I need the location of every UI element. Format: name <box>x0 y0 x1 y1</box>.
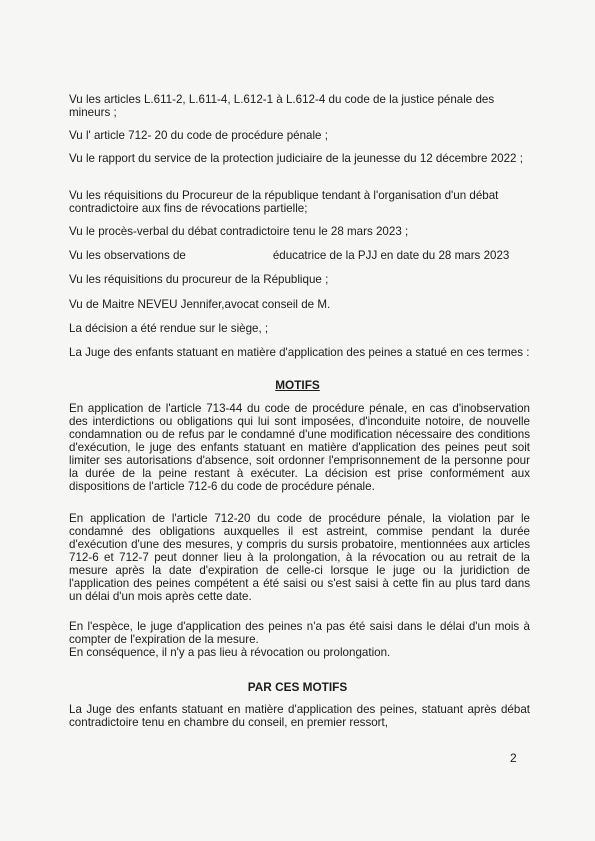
visa-requisitions-procureur: Vu les réquisitions du Procureur de la république tendant à l'organisation d'un débat contradictoire aux fins de révocations partielle; <box>69 189 499 215</box>
juge-a-statue: La Juge des enfants statuant en matière d'application des peines a statué en ces termes : <box>69 346 530 359</box>
page-number: 2 <box>510 751 517 765</box>
motifs-paragraph-712-20: En application de l'article 712-20 du code de procédure pénale, la violation par le condamné des obligations auxquelles il est astreint, commise pendant la durée d'exécution d'une des mesures, y compris du sursis probatoire, mentionnées aux articles 712-6 et 712-7 peut donner lieu à la prolongation, à la révocation ou au retrait de la mesure après la date d'expiration de celle-ci lorsque le juge ou la juridiction de l'application des peines compétent a été saisi ou s'est saisi à cette fin au plus tard dans un délai d'un mois après cette date. <box>69 512 530 603</box>
motifs-heading: MOTIFS <box>275 378 320 392</box>
visa-observations-educatrice: Vu les observations de éducatrice de la PJJ en date du 28 mars 2023 <box>69 249 510 262</box>
motifs-paragraph-713-44: En application de l'article 713-44 du code de procédure pénale, en cas d'inobservation des interdictions ou obligations qui lui sont imposées, d'inconduite notoire, de nouvelle condamnation ou de refus par le condamné d'une modification nécessaire des conditions d'exécution, le juge des enfants statuant en matière d'application des peines peut soit limiter ses autorisations d'absence, soit ordonner l'emprisonnement de la personne pour la durée de la peine restant à exécuter. La décision est prise conformément aux dispositions de l'article 712-6 du code de procédure pénale. <box>69 402 530 493</box>
decision-sur-siege: La décision a été rendue sur le siège, ; <box>69 322 269 335</box>
visa-rapport-pjj: Vu le rapport du service de la protection judiciaire de la jeunesse du 12 décembre 2022 ; <box>69 152 523 165</box>
visa-articles-cjpm: Vu les articles L.611-2, L.611-4, L.612-1 à L.612-4 du code de la justice pénale des mineurs ; <box>69 93 495 119</box>
visa-article-712-20: Vu l' article 712- 20 du code de procédure pénale ; <box>69 129 328 142</box>
motifs-paragraph-espece: En l'espèce, le juge d'application des peines n'a pas été saisi dans le délai d'un mois à compter de l'expiration de la mesure. <box>69 620 530 646</box>
par-ces-motifs-paragraph: La Juge des enfants statuant en matière d'application des peines, statuant après débat contradictoire tenu en chambre du conseil, en premier ressort, <box>69 703 530 729</box>
visa-requisitions-procureur-republique: Vu les réquisitions du procureur de la République ; <box>69 273 329 286</box>
visa-proces-verbal: Vu le procès-verbal du débat contradictoire tenu le 28 mars 2023 ; <box>69 225 409 238</box>
motifs-paragraph-consequence: En conséquence, il n'y a pas lieu à révocation ou prolongation. <box>69 646 391 659</box>
par-ces-motifs-heading: PAR CES MOTIFS <box>247 680 348 694</box>
visa-avocat: Vu de Maitre NEVEU Jennifer,avocat conseil de M. <box>69 298 331 311</box>
